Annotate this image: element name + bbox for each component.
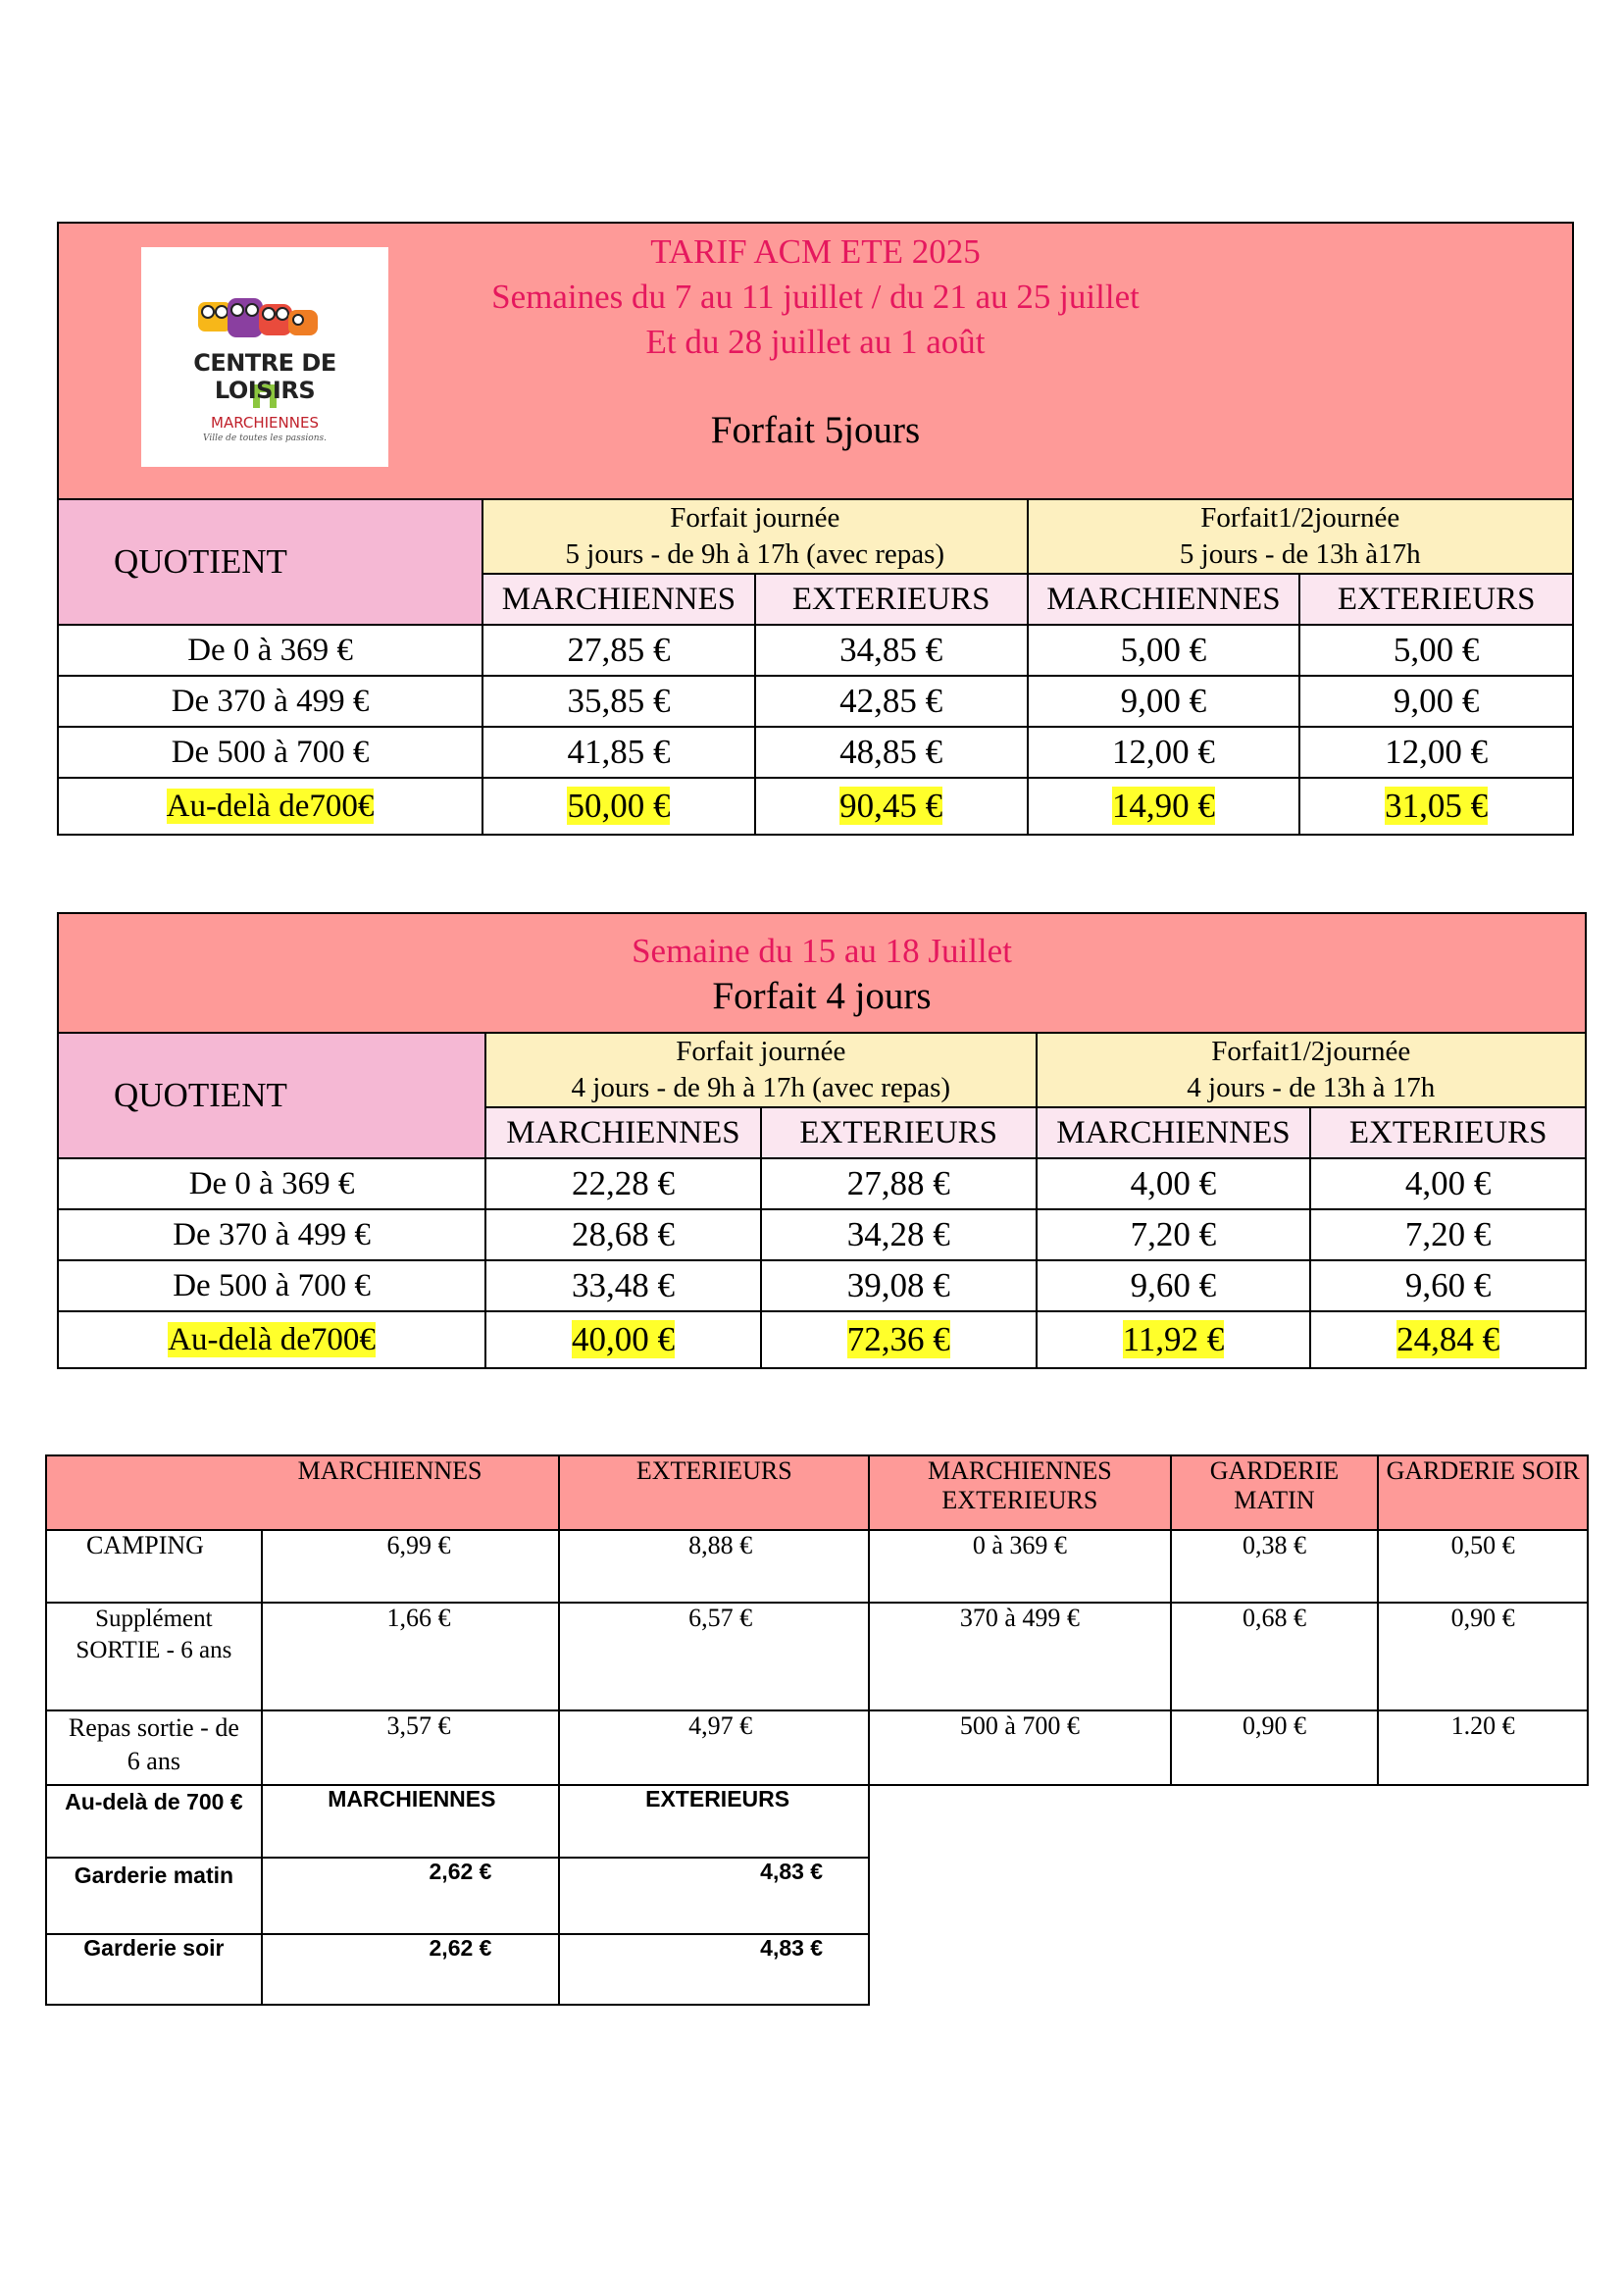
quotient-header: QUOTIENT bbox=[58, 499, 482, 625]
forfait-4-jours-title: Forfait 4 jours bbox=[712, 974, 932, 1017]
group-forfait-demi-journee bbox=[1028, 499, 1574, 574]
table-row bbox=[46, 1530, 1588, 1603]
col-header-marchiennes: MARCHIENNES bbox=[262, 1785, 560, 1858]
forfait-5-jours-title: Forfait 5jours bbox=[710, 409, 921, 451]
table-row-highlighted bbox=[58, 1311, 1586, 1368]
row-label: Repas sortie - de 6 ans bbox=[46, 1710, 262, 1785]
col-header-marchiennes: MARCHIENNES bbox=[1028, 574, 1300, 625]
price-cell: 2,62 € bbox=[262, 1934, 560, 2005]
logo-town-text: MARCHIENNES bbox=[211, 414, 319, 432]
row-label: De 500 à 700 € bbox=[58, 727, 482, 778]
group-forfait-journee bbox=[482, 499, 1027, 574]
title-line-1: TARIF ACM ETE 2025 bbox=[650, 232, 981, 271]
table-row bbox=[58, 676, 1573, 727]
price-cell: 3,57 € bbox=[262, 1710, 560, 1785]
title-line-1: Semaine du 15 au 18 Juillet bbox=[632, 931, 1012, 970]
tranche-cell: 370 à 499 € bbox=[869, 1603, 1171, 1710]
price-cell: 14,90 € bbox=[1111, 787, 1215, 825]
price-cell: 27,88 € bbox=[761, 1158, 1037, 1209]
price-cell: 34,85 € bbox=[755, 625, 1028, 676]
row-label: Au-delà de 700 € bbox=[46, 1785, 262, 1858]
col-header-marchiennes: MARCHIENNES bbox=[46, 1455, 559, 1530]
price-cell: 12,00 € bbox=[1299, 727, 1573, 778]
price-cell: 2,62 € bbox=[262, 1858, 560, 1934]
col-header-exterieurs: EXTERIEURS bbox=[1299, 574, 1573, 625]
price-cell: 5,00 € bbox=[1299, 625, 1573, 676]
price-cell: 27,85 € bbox=[482, 625, 755, 676]
price-cell: 24,84 € bbox=[1396, 1320, 1500, 1358]
table-row bbox=[58, 625, 1573, 676]
price-cell: 0,38 € bbox=[1171, 1530, 1379, 1603]
row-label: CAMPING bbox=[46, 1530, 262, 1603]
price-cell: 90,45 € bbox=[839, 787, 943, 825]
group-title: Forfait1/2journée bbox=[1211, 1036, 1411, 1067]
group-title: Forfait journée bbox=[676, 1036, 846, 1067]
col-header-exterieurs: EXTERIEURS bbox=[1310, 1107, 1586, 1158]
tranche-cell: 0 à 369 € bbox=[869, 1530, 1171, 1603]
table2-banner bbox=[58, 913, 1586, 1033]
table1-heading bbox=[59, 230, 1572, 365]
row-label: Au-delà de700€ bbox=[166, 788, 375, 824]
price-cell: 35,85 € bbox=[482, 676, 755, 727]
group-title: Forfait journée bbox=[670, 502, 840, 534]
table-row bbox=[46, 1603, 1588, 1710]
price-cell: 0,90 € bbox=[1378, 1603, 1588, 1710]
title-line-2: Semaines du 7 au 11 juillet / du 21 au 25 juillet bbox=[491, 278, 1140, 316]
logo-brand-text: CENTRE DE LOISIRS bbox=[193, 349, 336, 404]
group-forfait-demi-journee bbox=[1037, 1033, 1586, 1107]
row-label: De 0 à 369 € bbox=[58, 625, 482, 676]
price-cell: 42,85 € bbox=[755, 676, 1028, 727]
price-cell: 28,68 € bbox=[485, 1209, 761, 1260]
row-label: De 370 à 499 € bbox=[58, 1209, 485, 1260]
price-cell: 5,00 € bbox=[1028, 625, 1300, 676]
col-header-exterieurs: EXTERIEURS bbox=[761, 1107, 1037, 1158]
price-cell: 4,00 € bbox=[1037, 1158, 1311, 1209]
title-line-3: Et du 28 juillet au 1 août bbox=[645, 323, 986, 361]
price-cell: 39,08 € bbox=[761, 1260, 1037, 1311]
tarif-table-5-jours bbox=[57, 222, 1574, 836]
col-header-exterieurs: EXTERIEURS bbox=[755, 574, 1028, 625]
row-label: De 0 à 369 € bbox=[58, 1158, 485, 1209]
quotient-header: QUOTIENT bbox=[58, 1033, 485, 1158]
price-cell: 11,92 € bbox=[1122, 1320, 1225, 1358]
table-row bbox=[46, 1785, 1588, 1858]
price-cell: 34,28 € bbox=[761, 1209, 1037, 1260]
table-row bbox=[46, 1858, 1588, 1934]
price-cell: 0,68 € bbox=[1171, 1603, 1379, 1710]
row-label: Supplément SORTIE - 6 ans bbox=[46, 1603, 262, 1710]
price-cell: 22,28 € bbox=[485, 1158, 761, 1209]
price-cell: 48,85 € bbox=[755, 727, 1028, 778]
col-header-exterieurs: EXTERIEURS bbox=[559, 1455, 869, 1530]
price-cell: 9,00 € bbox=[1028, 676, 1300, 727]
price-cell: 31,05 € bbox=[1385, 787, 1489, 825]
table-row bbox=[58, 1158, 1586, 1209]
table-row bbox=[58, 1209, 1586, 1260]
price-cell: 0,90 € bbox=[1171, 1710, 1379, 1785]
col-header-marchiennes-exterieurs: MARCHIENNES EXTERIEURS bbox=[869, 1455, 1171, 1530]
col-header-garderie-soir: GARDERIE SOIR bbox=[1378, 1455, 1588, 1530]
price-cell: 9,60 € bbox=[1037, 1260, 1311, 1311]
table-row bbox=[46, 1710, 1588, 1785]
price-cell: 4,00 € bbox=[1310, 1158, 1586, 1209]
row-label: Garderie matin bbox=[46, 1858, 262, 1934]
table-row bbox=[46, 1934, 1588, 2005]
price-cell: 7,20 € bbox=[1310, 1209, 1586, 1260]
price-cell: 1.20 € bbox=[1378, 1710, 1588, 1785]
group-subtitle: 5 jours - de 13h à17h bbox=[1179, 538, 1421, 570]
price-cell: 50,00 € bbox=[567, 787, 671, 825]
logo-tagline-text: Ville de toutes les passions. bbox=[203, 434, 327, 443]
group-subtitle: 4 jours - de 9h à 17h (avec repas) bbox=[571, 1072, 951, 1103]
row-label: De 370 à 499 € bbox=[58, 676, 482, 727]
row-label: De 500 à 700 € bbox=[58, 1260, 485, 1311]
tarif-table-4-jours bbox=[57, 912, 1587, 1369]
row-label: Garderie soir bbox=[46, 1934, 262, 2005]
group-forfait-journee bbox=[485, 1033, 1036, 1107]
col-header-marchiennes: MARCHIENNES bbox=[1037, 1107, 1311, 1158]
price-cell: 6,57 € bbox=[559, 1603, 869, 1710]
table-row-highlighted bbox=[58, 778, 1573, 835]
tarif-table-options bbox=[45, 1454, 1589, 2006]
group-subtitle: 5 jours - de 9h à 17h (avec repas) bbox=[565, 538, 945, 570]
price-cell: 4,83 € bbox=[559, 1934, 869, 2005]
group-title: Forfait1/2journée bbox=[1200, 502, 1400, 534]
price-cell: 41,85 € bbox=[482, 727, 755, 778]
price-cell: 4,83 € bbox=[559, 1858, 869, 1934]
price-cell: 12,00 € bbox=[1028, 727, 1300, 778]
price-cell: 72,36 € bbox=[846, 1320, 950, 1358]
price-cell: 9,00 € bbox=[1299, 676, 1573, 727]
price-cell: 33,48 € bbox=[485, 1260, 761, 1311]
price-cell: 8,88 € bbox=[559, 1530, 869, 1603]
price-cell: 0,50 € bbox=[1378, 1530, 1588, 1603]
col-header-marchiennes: MARCHIENNES bbox=[482, 574, 755, 625]
table-row bbox=[58, 727, 1573, 778]
price-cell: 6,99 € bbox=[262, 1530, 560, 1603]
col-header-marchiennes: MARCHIENNES bbox=[485, 1107, 761, 1158]
group-subtitle: 4 jours - de 13h à 17h bbox=[1187, 1072, 1436, 1103]
price-cell: 9,60 € bbox=[1310, 1260, 1586, 1311]
price-cell: 40,00 € bbox=[571, 1320, 675, 1358]
price-cell: 4,97 € bbox=[559, 1710, 869, 1785]
col-header-garderie-matin: GARDERIE MATIN bbox=[1171, 1455, 1379, 1530]
col-header-exterieurs: EXTERIEURS bbox=[559, 1785, 869, 1858]
table-row bbox=[58, 1260, 1586, 1311]
tranche-cell: 500 à 700 € bbox=[869, 1710, 1171, 1785]
row-label: Au-delà de700€ bbox=[168, 1321, 376, 1357]
table1-banner bbox=[58, 223, 1573, 499]
price-cell: 1,66 € bbox=[262, 1603, 560, 1710]
price-cell: 7,20 € bbox=[1037, 1209, 1311, 1260]
